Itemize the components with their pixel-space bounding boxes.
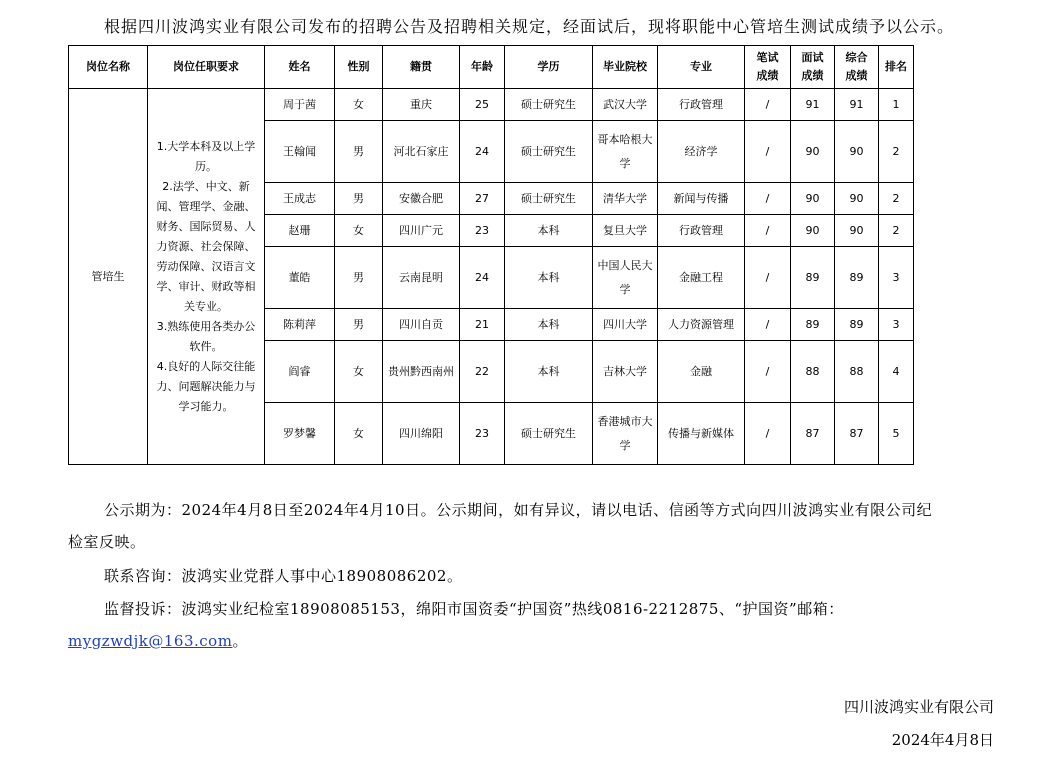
cell-rank: 3 <box>879 309 914 341</box>
cell-education: 本科 <box>505 215 593 247</box>
cell-interview: 90 <box>791 183 835 215</box>
cell-rank: 2 <box>879 183 914 215</box>
cell-education: 本科 <box>505 309 593 341</box>
cell-interview: 90 <box>791 121 835 183</box>
position-cell: 管培生 <box>69 89 148 465</box>
requirement-line: 4.良好的人际交往能 <box>156 359 256 373</box>
cell-gender: 女 <box>335 215 383 247</box>
cell-total: 88 <box>835 341 879 403</box>
cell-age: 22 <box>460 341 505 403</box>
cell-hometown: 贵州黔西南州 <box>383 341 460 403</box>
cell-rank: 3 <box>879 247 914 309</box>
cell-written: / <box>745 247 791 309</box>
cell-interview: 89 <box>791 247 835 309</box>
requirement-line: 3.熟练使用各类办公 <box>156 319 256 333</box>
header-written-score <box>745 46 791 89</box>
cell-total: 89 <box>835 247 879 309</box>
header-age: 年龄 <box>460 46 505 89</box>
cell-gender: 男 <box>335 247 383 309</box>
cell-name: 王成志 <box>265 183 335 215</box>
cell-gender: 女 <box>335 403 383 465</box>
cell-gender: 男 <box>335 121 383 183</box>
cell-rank: 2 <box>879 121 914 183</box>
requirement-line: 闻、管理学、金融、 <box>156 199 256 213</box>
signature-date: 2024年4月8日 <box>891 731 994 749</box>
header-interview-2: 成绩 <box>801 69 824 82</box>
cell-interview: 89 <box>791 309 835 341</box>
signature-company: 四川波鸿实业有限公司 <box>843 698 994 716</box>
cell-age: 21 <box>460 309 505 341</box>
header-written-2: 成绩 <box>756 69 779 82</box>
header-hometown: 籍贯 <box>383 46 460 89</box>
header-written-1: 笔试 <box>756 51 779 64</box>
header-education: 学历 <box>505 46 593 89</box>
cell-gender: 男 <box>335 309 383 341</box>
cell-interview: 90 <box>791 215 835 247</box>
cell-interview: 91 <box>791 89 835 121</box>
cell-school: 中国人民大学 <box>593 247 658 309</box>
cell-age: 23 <box>460 403 505 465</box>
requirement-line: 力、问题解决能力与 <box>156 379 256 393</box>
table-header-row <box>69 46 914 89</box>
cell-school: 复旦大学 <box>593 215 658 247</box>
cell-education: 硕士研究生 <box>505 89 593 121</box>
cell-hometown: 四川广元 <box>383 215 460 247</box>
cell-total: 89 <box>835 309 879 341</box>
cell-total: 90 <box>835 183 879 215</box>
header-school: 毕业院校 <box>593 46 658 89</box>
cell-school: 吉林大学 <box>593 341 658 403</box>
cell-school: 清华大学 <box>593 183 658 215</box>
cell-name: 王翰闻 <box>265 121 335 183</box>
cell-school: 武汉大学 <box>593 89 658 121</box>
cell-total: 91 <box>835 89 879 121</box>
cell-hometown: 河北石家庄 <box>383 121 460 183</box>
cell-rank: 1 <box>879 89 914 121</box>
cell-total: 87 <box>835 403 879 465</box>
header-interview-1: 面试 <box>801 51 824 64</box>
cell-age: 23 <box>460 215 505 247</box>
cell-major: 行政管理 <box>658 215 745 247</box>
cell-major: 经济学 <box>658 121 745 183</box>
cell-rank: 5 <box>879 403 914 465</box>
requirement-line: 1.大学本科及以上学 <box>156 139 256 153</box>
cell-name: 董皓 <box>265 247 335 309</box>
cell-rank: 4 <box>879 341 914 403</box>
requirement-line: 劳动保障、汉语言文 <box>156 259 256 273</box>
cell-name: 周于茜 <box>265 89 335 121</box>
cell-gender: 女 <box>335 341 383 403</box>
cell-major: 传播与新媒体 <box>658 403 745 465</box>
header-total-2: 成绩 <box>845 69 868 82</box>
header-rank: 排名 <box>879 46 914 89</box>
email-suffix: 。 <box>232 632 248 650</box>
cell-total: 90 <box>835 215 879 247</box>
cell-age: 25 <box>460 89 505 121</box>
requirement-line: 关专业。 <box>184 299 228 313</box>
cell-name: 罗梦馨 <box>265 403 335 465</box>
notice-period-line1: 公示期为：2024年4月8日至2024年4月10日。公示期间，如有异议，请以电话、信函等方式向四川波鸿实业有限公司纪 <box>104 501 933 519</box>
cell-education: 本科 <box>505 247 593 309</box>
header-interview-score <box>791 46 835 89</box>
table-body <box>69 89 914 465</box>
cell-name: 陈莉萍 <box>265 309 335 341</box>
requirement-line: 学习能力。 <box>178 399 234 413</box>
notice-contact: 联系咨询：波鸿实业党群人事中心18908086202。 <box>104 567 463 585</box>
table-row <box>69 89 914 121</box>
cell-name: 赵珊 <box>265 215 335 247</box>
requirement-line: 学、审计、财政等相 <box>156 279 256 293</box>
requirements-cell <box>148 89 265 465</box>
cell-total: 90 <box>835 121 879 183</box>
cell-school: 哥本哈根大学 <box>593 121 658 183</box>
cell-major: 新闻与传播 <box>658 183 745 215</box>
cell-interview: 88 <box>791 341 835 403</box>
intro-paragraph: 根据四川波鸿实业有限公司发布的招聘公告及招聘相关规定，经面试后，现将职能中心管培生测试成绩予以公示。 <box>104 17 955 36</box>
cell-written: / <box>745 183 791 215</box>
cell-written: / <box>745 341 791 403</box>
cell-gender: 女 <box>335 89 383 121</box>
cell-education: 硕士研究生 <box>505 183 593 215</box>
cell-education: 本科 <box>505 341 593 403</box>
header-major: 专业 <box>658 46 745 89</box>
cell-age: 24 <box>460 121 505 183</box>
requirement-line: 软件。 <box>189 339 223 353</box>
requirement-line: 2.法学、中文、新 <box>162 179 250 193</box>
cell-hometown: 云南昆明 <box>383 247 460 309</box>
cell-education: 硕士研究生 <box>505 121 593 183</box>
cell-age: 27 <box>460 183 505 215</box>
header-gender: 性别 <box>335 46 383 89</box>
cell-hometown: 四川自贡 <box>383 309 460 341</box>
cell-education: 硕士研究生 <box>505 403 593 465</box>
cell-major: 人力资源管理 <box>658 309 745 341</box>
complaint-email-link[interactable]: mygzwdjk@163.com <box>68 632 233 650</box>
requirement-line: 历。 <box>195 159 217 173</box>
cell-hometown: 安徽合肥 <box>383 183 460 215</box>
cell-written: / <box>745 89 791 121</box>
requirement-line: 力资源、社会保障、 <box>156 239 256 253</box>
header-position: 岗位名称 <box>69 46 148 89</box>
cell-name: 阎睿 <box>265 341 335 403</box>
cell-school: 四川大学 <box>593 309 658 341</box>
cell-gender: 男 <box>335 183 383 215</box>
cell-major: 金融 <box>658 341 745 403</box>
header-total-score <box>835 46 879 89</box>
header-name: 姓名 <box>265 46 335 89</box>
cell-major: 金融工程 <box>658 247 745 309</box>
cell-age: 24 <box>460 247 505 309</box>
requirement-line: 财务、国际贸易、人 <box>156 219 256 233</box>
score-table <box>68 45 914 465</box>
cell-written: / <box>745 403 791 465</box>
cell-written: / <box>745 215 791 247</box>
notice-complaint-line1: 监督投诉：波鸿实业纪检室18908085153，绵阳市国资委“护国资”热线0816-2212875、“护国资”邮箱： <box>104 600 844 618</box>
header-requirements: 岗位任职要求 <box>148 46 265 89</box>
cell-rank: 2 <box>879 215 914 247</box>
cell-hometown: 重庆 <box>383 89 460 121</box>
notice-period-line2: 检室反映。 <box>68 533 146 551</box>
header-total-1: 综合 <box>845 51 868 64</box>
cell-interview: 87 <box>791 403 835 465</box>
cell-hometown: 四川绵阳 <box>383 403 460 465</box>
notice-complaint-line2 <box>68 630 248 651</box>
cell-written: / <box>745 121 791 183</box>
cell-school: 香港城市大学 <box>593 403 658 465</box>
cell-written: / <box>745 309 791 341</box>
cell-major: 行政管理 <box>658 89 745 121</box>
